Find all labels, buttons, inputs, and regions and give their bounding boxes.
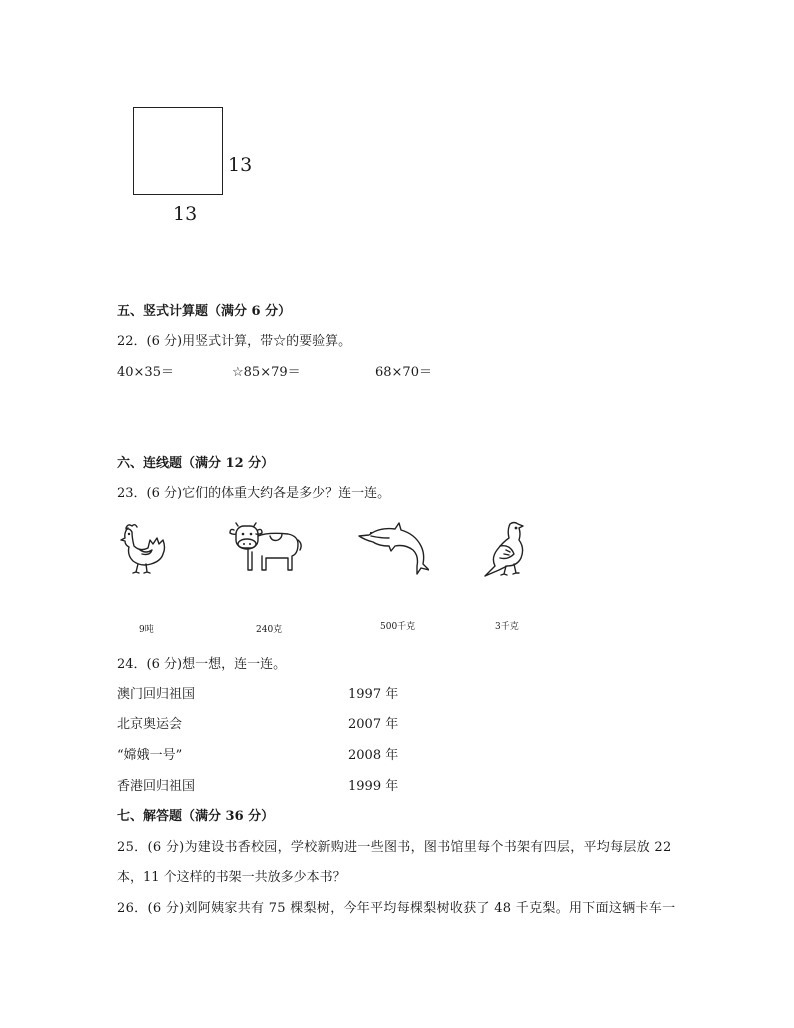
q25-line-2: 本，11 个这样的书架一共放多少本书？	[117, 870, 346, 885]
chicken-icon	[118, 520, 174, 576]
q22-problem-3: 68×70＝	[375, 365, 432, 380]
square-side-label-bottom: 13	[173, 203, 198, 225]
q24-year-2: 2007 年	[348, 717, 399, 732]
q22-problem-2: ☆85×79＝	[232, 365, 301, 380]
q24-year-3: 2008 年	[348, 748, 399, 763]
q24-year-1: 1997 年	[348, 687, 399, 702]
q24-stem: 24．(6 分)想一想，连一连。	[117, 657, 287, 672]
q23-stem: 23．(6 分)它们的体重大约各是多少？连一连。	[117, 486, 391, 501]
square-figure	[133, 107, 223, 195]
weight-label-4: 3千克	[495, 622, 519, 632]
square-side-label-right: 13	[228, 154, 253, 176]
dolphin-icon	[357, 522, 429, 578]
q26-line-1: 26．(6 分)刘阿姨家共有 75 棵梨树，今年平均每棵梨树收获了 48 千克梨。用下面这辆卡车一	[117, 901, 676, 916]
q24-year-4: 1999 年	[348, 779, 399, 794]
weight-label-3: 500千克	[380, 622, 416, 632]
q24-event-2: 北京奥运会	[117, 717, 183, 732]
section6-heading: 六、连线题（满分 12 分）	[117, 456, 275, 471]
weight-label-2: 240克	[256, 625, 283, 635]
q24-event-4: 香港回归祖国	[117, 779, 196, 794]
q22-stem: 22．(6 分)用竖式计算，带☆的要验算。	[117, 334, 352, 349]
q24-event-3: “嫦娥一号”	[117, 748, 183, 763]
q25-line-1: 25．(6 分)为建设书香校园，学校新购进一些图书，图书馆里每个书架有四层，平均每层放 22	[117, 840, 672, 855]
bird-icon	[482, 520, 532, 580]
weight-label-1: 9吨	[139, 625, 154, 635]
cow-icon	[228, 522, 304, 578]
q22-problem-1: 40×35＝	[117, 365, 174, 380]
section5-heading: 五、竖式计算题（满分 6 分）	[117, 304, 292, 319]
section7-heading: 七、解答题（满分 36 分）	[117, 809, 275, 824]
q24-event-1: 澳门回归祖国	[117, 687, 196, 702]
